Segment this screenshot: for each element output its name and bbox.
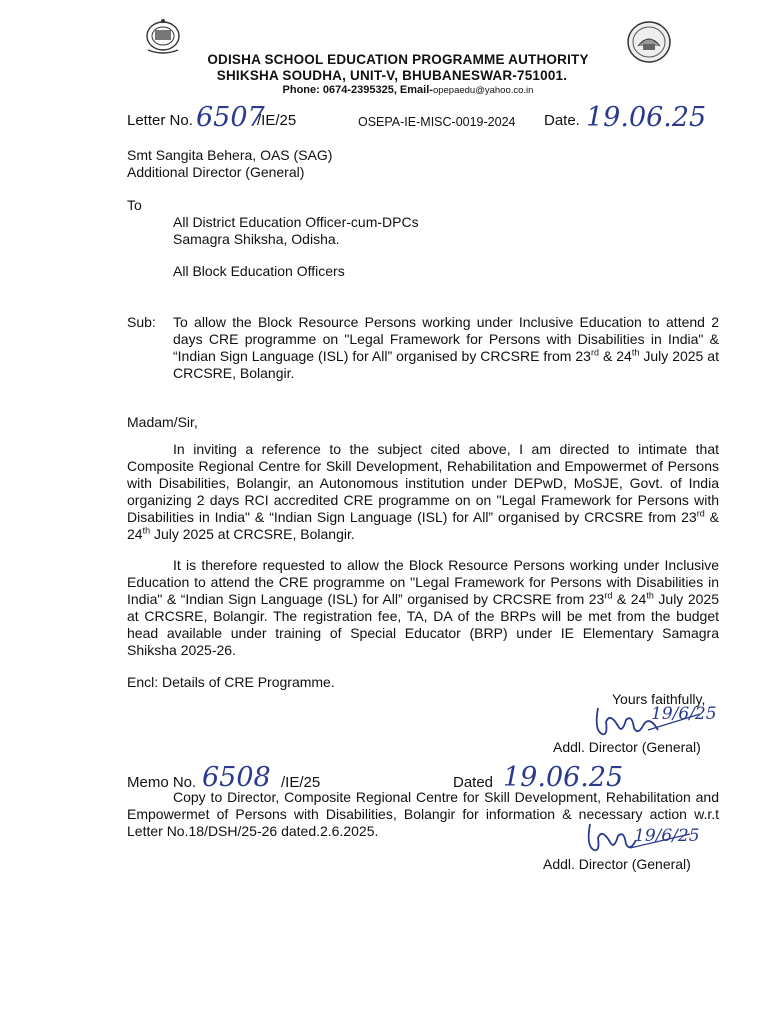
salutation: Madam/Sir,	[127, 414, 198, 430]
subject-text: To allow the Block Resource Persons working under Inclusive Education to attend 2 days CRE programme on "Legal Framework for Persons with Disabilities in India" & “Indian Sign Language (ISL) for All” organised by CRCSRE from 23rd & 24th July 2025 at CRCSRE, Bolangir.	[173, 314, 719, 381]
memo-copy-text: Copy to Director, Composite Regional Centre for Skill Development, Rehabilitation and Empowermet of Persons with Disabilities, Bolangir for information & necessary action w.r.t Letter No.18/DSH/25-26 dated.2.6.2025.	[127, 789, 719, 839]
letter-no-handwritten: 6507	[196, 102, 265, 133]
signature-1-date: 19/6/25	[651, 704, 717, 724]
to-label: To	[127, 197, 142, 213]
recipient-line-2: Samagra Shiksha, Odisha.	[173, 231, 340, 247]
email-address: opepaedu@yahoo.co.in	[432, 85, 534, 96]
memo-dated-label: Dated	[453, 774, 494, 791]
enclosure-note: Encl: Details of CRE Programme.	[127, 674, 335, 690]
signature-2-title: Addl. Director (General)	[543, 856, 691, 872]
phone-label: Phone: 0674-2395325, Email-	[282, 84, 433, 96]
signature-1-title: Addl. Director (General)	[553, 739, 701, 755]
memo-no-label: Memo No.	[127, 774, 197, 791]
memo-no-suffix: /IE/25	[281, 774, 321, 791]
recipient-line-1: All District Education Officer-cum-DPCs	[173, 214, 419, 230]
date-handwritten: 19.06.25	[586, 102, 707, 133]
sender-name: Smt Sangita Behera, OAS (SAG)	[127, 147, 333, 163]
body-paragraph-1: In inviting a reference to the subject cited above, I am directed to intimate that Composite Regional Centre for Skill Development, Rehabilitation and Empowermet of Persons with Disabilities, Bolangir, an Autonomous institution under DEPwD, MoSJE, Govt. of India organizing 2 days RCI accredited CRE programme on on "Legal Framework for Persons with Disabilities in India" & “Indian Sign Language (ISL) for All” organised by CRCSRE from 23rd & 24th July 2025 at CRCSRE, Bolangir.	[127, 441, 719, 542]
body-paragraph-2: It is therefore requested to allow the Block Resource Persons working under Inclusive Education to attend the CRE programme on "Legal Framework for Persons with Disabilities in India" & “Indian Sign Language (ISL) for All” organised by CRCSRE from 23rd & 24th July 2025 at CRCSRE, Bolangir. The registration fee, TA, DA of the BRPs will be met from the budget head available under training of Special Educator (BRP) under IE Elementary Samagra Shiksha 2025-26.	[127, 557, 719, 658]
org-name: ODISHA SCHOOL EDUCATION PROGRAMME AUTHORITY	[207, 52, 589, 67]
memo-no-handwritten: 6508	[202, 762, 271, 793]
date-label: Date.	[544, 112, 580, 129]
signature-2-date: 19/6/25	[634, 826, 700, 846]
subject-label: Sub:	[127, 314, 156, 330]
org-contact	[24, 84, 768, 96]
file-reference: OSEPA-IE-MISC-0019-2024	[358, 115, 516, 129]
letter-no-suffix: /IE/25	[257, 112, 297, 129]
sender-designation: Additional Director (General)	[127, 164, 305, 180]
org-address: SHIKSHA SOUDHA, UNIT-V, BHUBANESWAR-751001.	[216, 68, 568, 83]
letter-no-label: Letter No.	[127, 112, 193, 129]
memo-date-handwritten: 19.06.25	[503, 762, 624, 793]
recipient-line-3: All Block Education Officers	[173, 263, 345, 279]
closing: Yours faithfully,	[612, 691, 706, 707]
